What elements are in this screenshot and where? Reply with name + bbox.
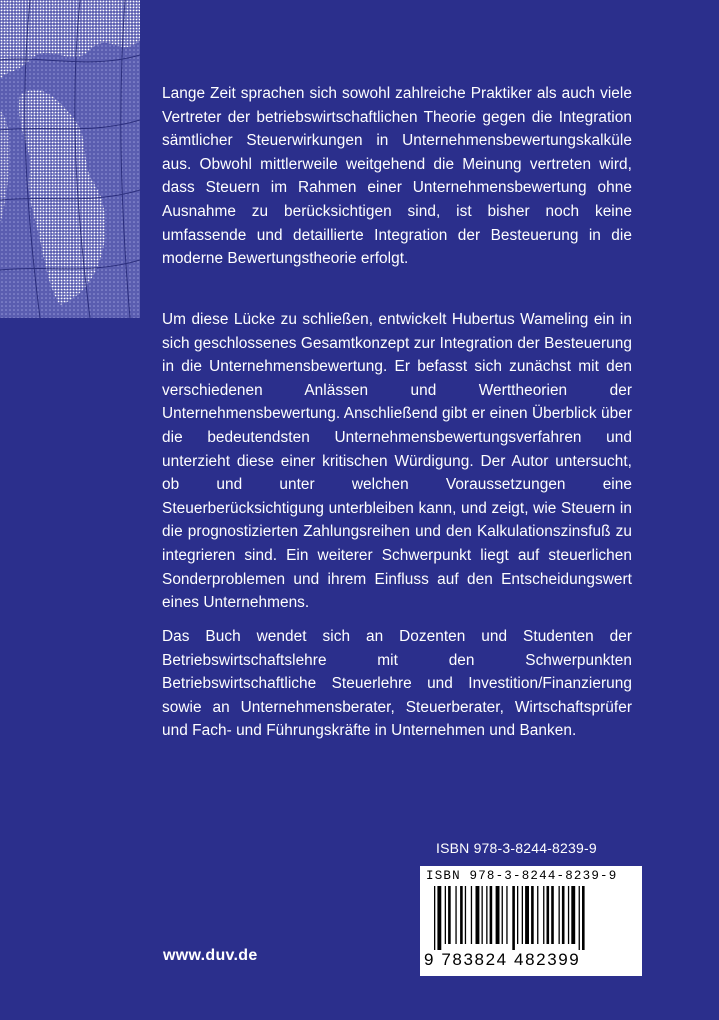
description-paragraph-2: Um diese Lücke zu schließen, entwickelt Hubertus Wameling ein in sich geschlossenes Gesamtkonzept zur Integration der Besteuerung in die Unternehmensbewertung. Er befasst sich zunächst mit den verschiedenen Anlässen und Werttheorien der Unternehmensbewertung. Anschließend gibt er einen Überblick über die bedeutendsten Unternehmensbewertungsverfahren und unterzieht diese einer kritischen Würdigung. Der Autor untersucht, ob und unter welchen Voraussetzungen eine Steuerberücksichtigung unterbleiben kann, und zeigt, wie Steuern in die prognostizierten Zahlungsreihen und den Kalkulationszinsfuß zu integrieren sind. Ein weiterer Schwerpunkt liegt auf steuerlichen Sonderproblemen und ihrem Einfluss auf den Entscheidungswert eines Unternehmens. xyxy=(162,311,632,612)
barcode-icon xyxy=(426,886,636,950)
barcode-bar xyxy=(445,886,446,944)
barcode-bar xyxy=(543,886,544,944)
barcode-bar xyxy=(571,886,575,944)
barcode-bar xyxy=(496,886,500,944)
barcode-bar xyxy=(579,886,580,950)
barcode-bar xyxy=(465,886,466,944)
barcode-bar xyxy=(568,886,569,944)
barcode-bar xyxy=(486,886,487,944)
barcode-bar xyxy=(559,886,560,944)
barcode-bar xyxy=(506,886,507,944)
barcode xyxy=(420,866,642,976)
barcode-bar xyxy=(482,886,483,944)
barcode-isbn-text: ISBN 978-3-8244-8239-9 xyxy=(426,869,618,883)
description-paragraph-1: Lange Zeit sprachen sich sowohl zahlreiche Praktiker als auch viele Vertreter der betriebswirtschaftlichen Theorie gegen die Integration sämtlicher Steuerwirkungen in Unternehmensbewertungskalküle aus. Obwohl mittlerweile weitgehend die Meinung vertreten wird, dass Steuern im Rahmen einer Unternehmensbewertung ohne Ausnahme zu berücksichtigen sind, ist bisher noch keine umfassende und detaillierte Integration der Besteuerung in die moderne Bewertungstheorie erfolgt. xyxy=(162,85,632,268)
barcode-bar xyxy=(551,886,554,944)
barcode-bar xyxy=(562,886,565,944)
barcode-bar xyxy=(471,886,472,944)
barcode-bar xyxy=(476,886,480,944)
barcode-bar xyxy=(460,886,463,944)
barcode-bar xyxy=(448,886,451,944)
barcode-bar xyxy=(547,886,550,944)
barcode-bar xyxy=(531,886,534,944)
barcode-bar xyxy=(525,886,529,944)
description-paragraph-3: Das Buch wendet sich an Dozenten und Studenten der Betriebswirtschaftslehre mit den Schwerpunkten Betriebswirtschaftliche Steuerlehre und Investition/Finanzierung sowie an Unternehmensberater, Steuerberater, Wirtschaftsprüfer und Fach- und Führungskräfte in Unternehmen und Banken. xyxy=(162,628,632,740)
barcode-bar xyxy=(537,886,538,944)
barcode-bar xyxy=(522,886,523,944)
barcode-bar xyxy=(502,886,503,944)
isbn-label: ISBN 978-3-8244-8239-9 xyxy=(436,840,597,856)
barcode-bar xyxy=(512,886,515,950)
barcode-bar xyxy=(437,886,441,950)
barcode-bar xyxy=(582,886,585,950)
barcode-bar xyxy=(455,886,456,944)
barcode-bar xyxy=(490,886,493,944)
barcode-number: 9 783824 482399 xyxy=(424,950,581,969)
barcode-bar xyxy=(434,886,435,950)
barcode-bar xyxy=(517,886,518,944)
publisher-website: www.duv.de xyxy=(163,947,258,964)
globe-illustration-icon xyxy=(0,0,140,318)
